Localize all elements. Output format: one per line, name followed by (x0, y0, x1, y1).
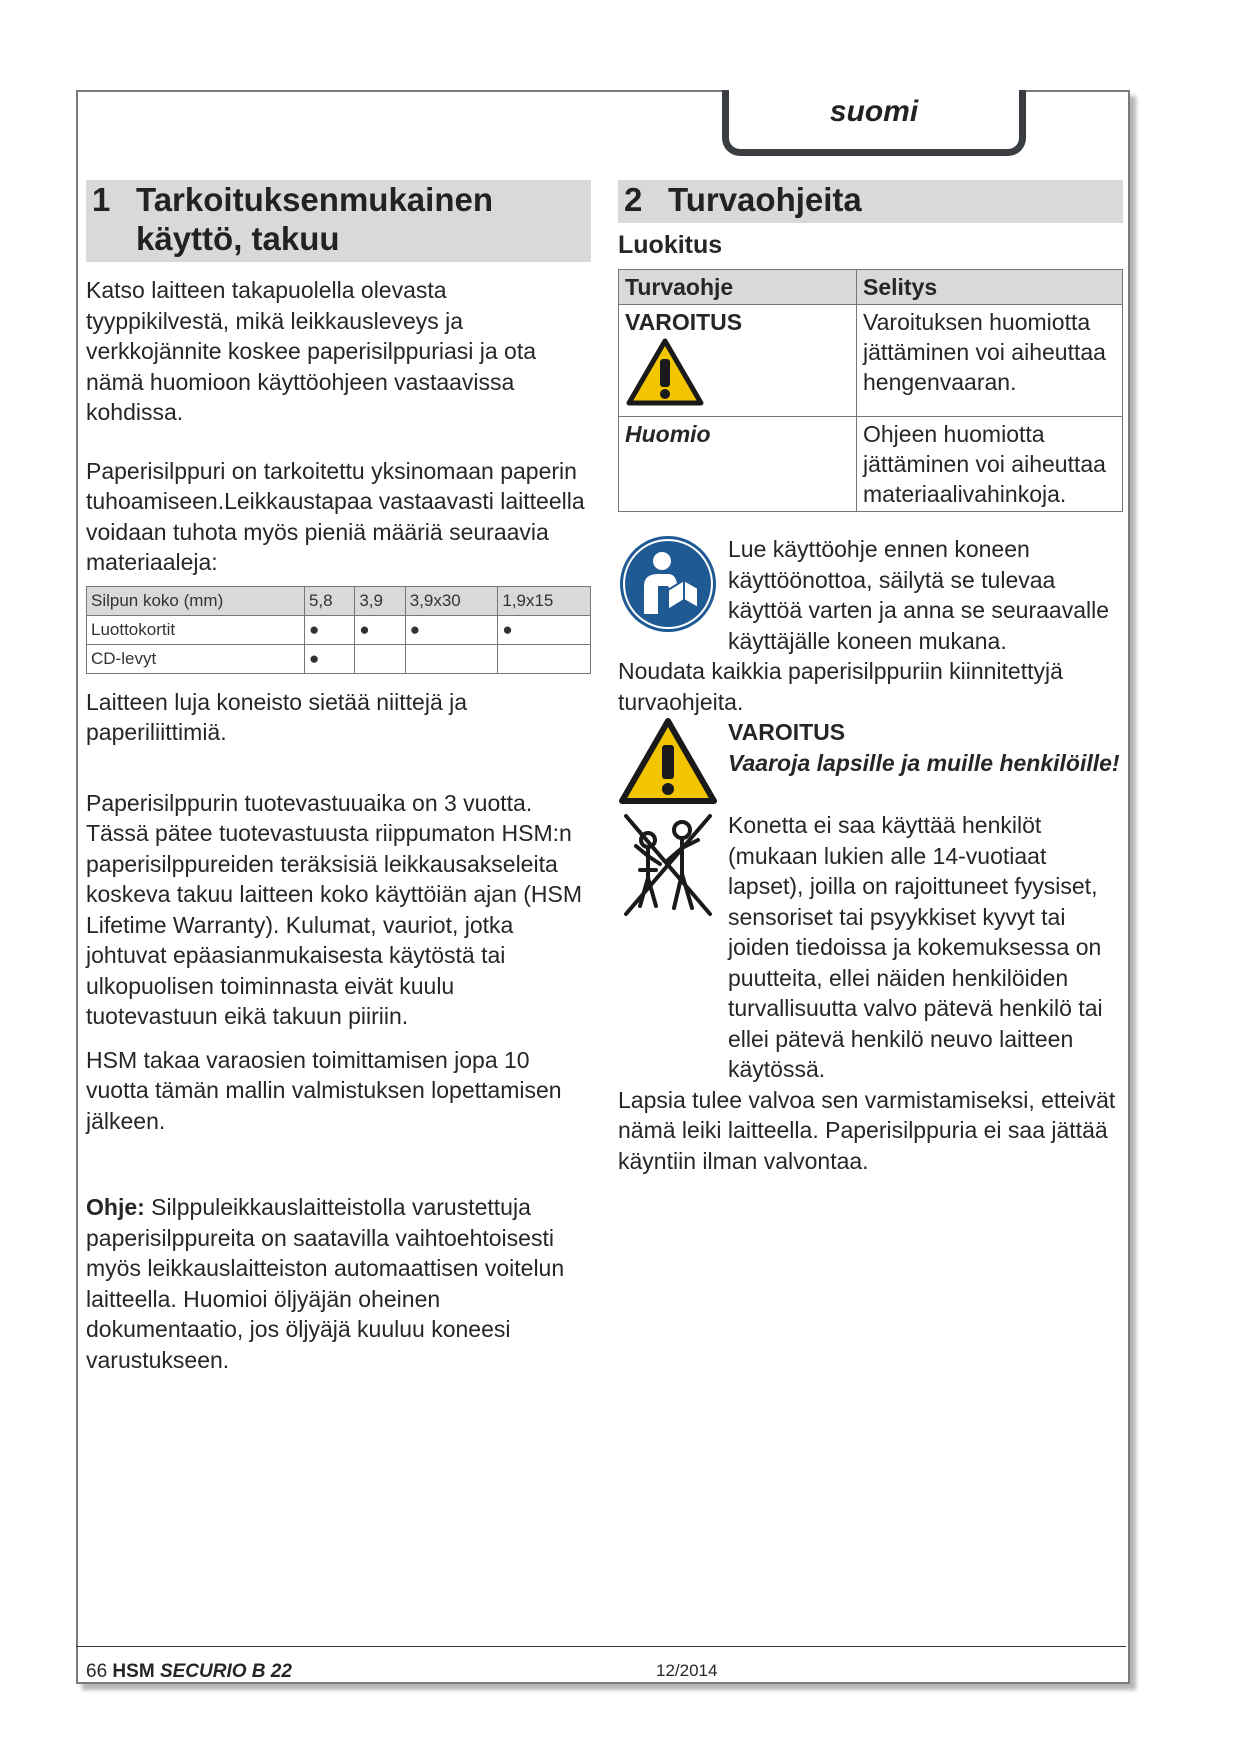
table-cell-mark (498, 644, 591, 673)
read-manual-icon (618, 534, 718, 634)
children-supervision-text: Lapsia tulee valvoa sen varmistamiseksi, etteivät nämä leiki laitteella. Paperisilppuria ei saa jättää käyntiin ilman valvontaa. (618, 1086, 1116, 1174)
note-label: Ohje: (86, 1194, 145, 1220)
table-cell-mark: ● (405, 615, 498, 644)
table-header-cell: Turvaohje (619, 270, 857, 305)
note-paragraph (86, 1192, 591, 1375)
spare-parts-paragraph: HSM takaa varaosien toimittamisen jopa 10 vuotta tämän mallin valmistuksen lopettamisen jälkeen. (86, 1046, 562, 1134)
table-header-cell: Silpun koko (mm) (87, 586, 305, 615)
section-2-heading (618, 180, 1123, 223)
table-row (87, 615, 591, 644)
section-1-title: Tarkoituksenmukainen käyttö, takuu (136, 181, 493, 257)
language-label: suomi (829, 95, 919, 128)
section-2-number: 2 (624, 181, 643, 218)
table-header-cell: 3,9 (355, 586, 405, 615)
section-1-heading (86, 180, 591, 262)
table-header-cell: 3,9x30 (405, 586, 498, 615)
table-row-label: Luottokortit (87, 615, 305, 644)
children-warning-block (618, 717, 1123, 810)
page-footer (76, 1646, 1126, 1682)
footer-page-info (86, 1661, 292, 1683)
footer-date: 12/2014 (656, 1661, 718, 1680)
staples-paragraph: Laitteen luja koneisto sietää niittejä ja paperiliittimiä. (86, 688, 468, 745)
caution-term: Huomio (619, 417, 857, 512)
warning-description: Varoituksen huomiotta jättäminen voi aiheuttaa hengenvaaran. (857, 305, 1123, 417)
table-header-cell: Selitys (857, 270, 1123, 305)
table-header-row (619, 270, 1123, 305)
classification-table (618, 269, 1123, 512)
warning-label: VAROITUS (728, 719, 846, 745)
table-cell-mark: ● (355, 615, 405, 644)
brand-logo: HSM (112, 1661, 155, 1682)
product-name: SECURIO B 22 (159, 1661, 292, 1682)
section-1 (86, 180, 591, 1375)
warning-title: Vaaroja lapsille ja muille henkilöille! (728, 749, 1120, 776)
table-cell-mark: ● (304, 615, 354, 644)
table-row (619, 305, 1123, 417)
table-header-row (87, 586, 591, 615)
warranty-paragraph: Paperisilppurin tuotevastuuaika on 3 vuotta. Tässä pätee tuotevastuusta riippumaton HSM:n paperisilppureiden teräksisiä leikkausakseleita koskeva takuu laitteen koko käyttöiän ajan (HSM Lifetime Warranty). Kulumat, vauriot, jotka johtuvat epäasianmukaisesta käytöstä tai ulkopuolisen toiminnasta eivät kuulu tuotevastuun eikä takuun piiriin. (86, 789, 583, 1029)
classification-heading: Luokitus (618, 231, 723, 259)
page-number: 66 (86, 1661, 108, 1682)
children-warning-text: Konetta ei saa käyttää henkilöt (mukaan lukien alle 14-vuotiaat lapset), joilla on rajoittuneet fyysiset, sensoriset tai psyykkiset kyvyt tai joiden tiedoissa ja kokemuksessa on puutteita, ellei näiden henkilöiden turvallisuutta valvo pätevä henkilö tai ellei pätevä henkilö neuvo laitteen käytössä. (728, 812, 1103, 1082)
purpose-paragraph: Paperisilppuri on tarkoitettu yksinomaan paperin tuhoamiseen.Leikkaustapaa vastaavasti laitteella voidaan tuhota myös pieniä määriä seuraavia materiaaleja: (86, 457, 585, 575)
intro-paragraph: Katso laitteen takapuolella olevasta tyyppikilvestä, mikä leikkausleveys ja verkkojännite koskee paperisilppuriasi ja ota nämä huomioon käyttöohjeen vastaavissa kohdissa. (86, 277, 537, 425)
section-2-title: Turvaohjeita (668, 181, 862, 218)
table-header-cell: 5,8 (304, 586, 354, 615)
table-cell-mark: ● (304, 644, 354, 673)
children-text-block (618, 810, 1123, 1085)
warning-term: VAROITUS (625, 309, 743, 335)
table-header-cell: 1,9x15 (498, 586, 591, 615)
section-2 (618, 180, 1123, 1176)
warning-triangle-icon (625, 337, 705, 407)
note-text: Silppuleikkauslaitteistolla varustettuja paperisilppureita on saatavilla vaihtoehtoisesti myös leikkauslaitteiston automaattisen voitelun laitteella. Huomioi öljyäjän oheinen dokumentaatio, jos öljyäjä kuuluu koneesi varustukseen. (86, 1194, 565, 1373)
table-cell-mark: ● (498, 615, 591, 644)
read-manual-text: Lue käyttöohje ennen koneen käyttöönottoa, säilytä se tulevaa käyttöä varten ja anna se seuraavalle käyttäjälle koneen mukana. (728, 536, 1110, 654)
no-children-icon (618, 810, 718, 920)
follow-instructions-text: Noudata kaikkia paperisilppuriin kiinnitettyjä turvaohjeita. (618, 658, 1063, 715)
shred-size-table (86, 586, 591, 674)
table-row (619, 417, 1123, 512)
table-row-label: CD-levyt (87, 644, 305, 673)
table-cell-mark (355, 644, 405, 673)
table-cell-mark (405, 644, 498, 673)
warning-triangle-icon (618, 717, 718, 805)
caution-description: Ohjeen huomiotta jättäminen voi aiheuttaa materiaalivahinkoja. (857, 417, 1123, 512)
table-cell-warning (619, 305, 857, 417)
read-manual-block (618, 534, 1123, 656)
language-tab (722, 90, 1026, 156)
table-row (87, 644, 591, 673)
section-1-number: 1 (92, 181, 111, 218)
